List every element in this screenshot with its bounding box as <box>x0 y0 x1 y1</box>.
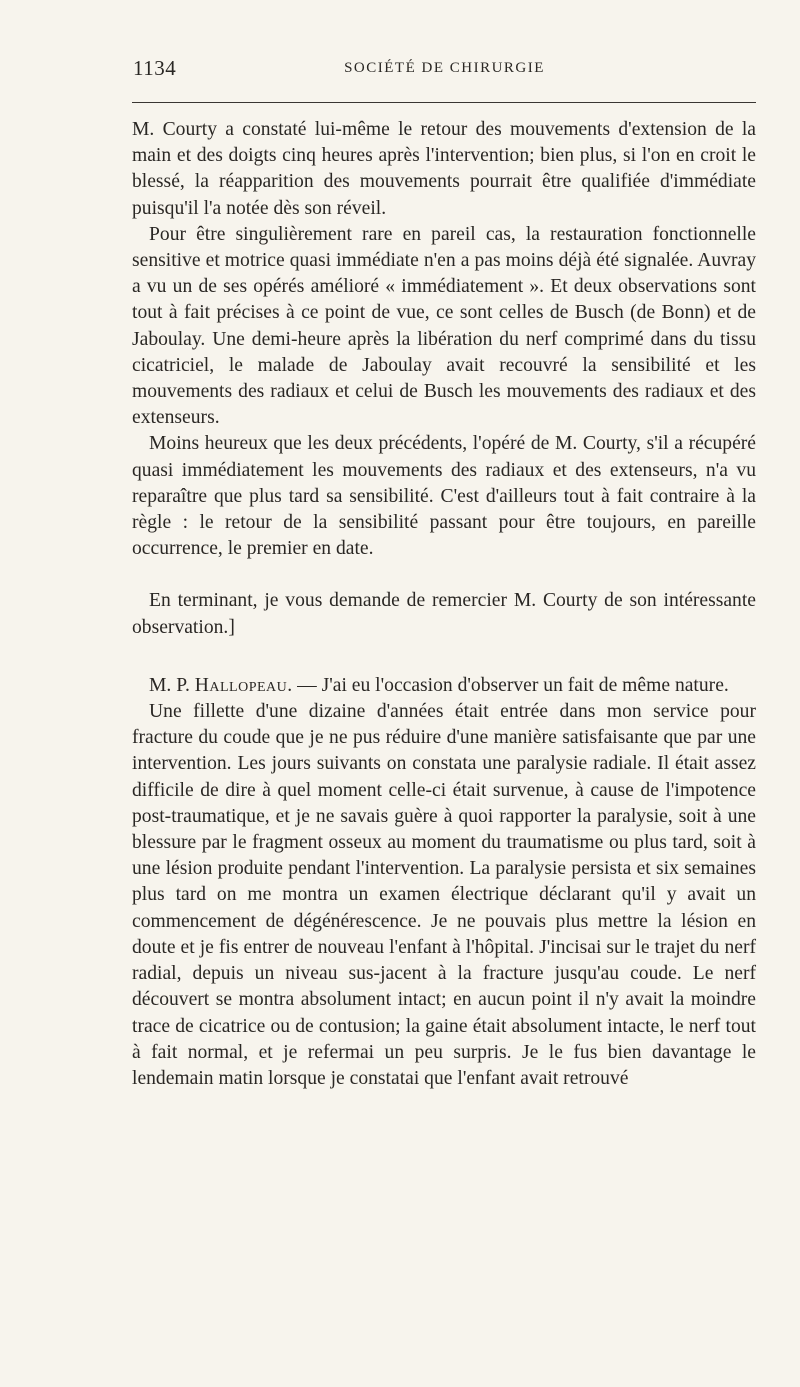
speaker-name: Hallopeau <box>194 674 288 696</box>
page-header <box>133 56 756 82</box>
paragraph: Moins heureux que les deux précédents, l'opéré de M. Courty, s'il a récupéré quasi immédiatement les mouvements des radiaux et des extenseurs, n'a vu reparaître que plus tard sa sensibilité. C'est d'ailleurs tout à fait contraire à la règle : le retour de la sensibilité passant pour être toujours, en pareille occurrence, le premier en date. <box>132 433 756 560</box>
body-text <box>132 117 756 1092</box>
section-gap <box>132 562 756 588</box>
paragraph: Pour être singulièrement rare en pareil cas, la restauration fonctionnelle sensitive et motrice quasi immédiate n'en a pas moins déjà été signalée. Auvray a vu un de ses opérés amélioré « immédiatement ». Et deux observations sont tout à fait précises à ce point de vue, ce sont celles de Busch (de Bonn) et de Jaboulay. Une demi-heure après la libération du nerf comprimé dans du tissu cicatriciel, le malade de Jaboulay avait recouvré la sensibilité et les mouvements des radiaux et celui de Busch les mouvements des radiaux et des extenseurs. <box>132 223 756 429</box>
header-rule <box>132 102 756 103</box>
speaker-text: . — J'ai eu l'occasion d'observer un fait de même nature. <box>287 674 729 696</box>
page-number: 1134 <box>133 56 177 80</box>
paragraph: En terminant, je vous demande de remercier M. Courty de son intéressante observation.] <box>132 590 756 638</box>
paragraph: Une fillette d'une dizaine d'années était entrée dans mon service pour fracture du coude que je ne pus réduire d'une manière satisfaisante que par une intervention. Les jours suivants on constata une paralysie radiale. Il était assez difficile de dire à quel moment celle-ci était survenue, à cause de l'impotence post-traumatique, et je ne savais guère à quoi rapporter la paralysie, soit à une blessure par le fragment osseux au moment du traumatisme ou plus tard, soit à une lésion produite pendant l'intervention. La paralysie persista et six semaines plus tard on me montra un examen électrique déclarant qu'il y avait un commencement de dégénérescence. Je ne pouvais plus mettre la lésion en doute et je fis entrer de nouveau l'enfant à l'hôpital. J'incisai sur le trajet du nerf radial, depuis un niveau sus-jacent à la fracture jusqu'au coude. Le nerf découvert se montra absolument intact; en aucun point il n'y avait la moindre trace de cicatrice ou de contusion; la gaine était absolument intacte, le nerf tout à fait normal, et je refermai un peu surpris. Je le fus bien davantage le lendemain matin lorsque je constatai que l'enfant avait retrouvé <box>132 701 756 1089</box>
section-gap <box>132 641 756 673</box>
running-title: SOCIÉTÉ DE CHIRURGIE <box>344 60 545 76</box>
speaker-prefix: M. P. <box>149 674 195 696</box>
speaker-paragraph <box>132 673 756 699</box>
paragraph: M. Courty a constaté lui-même le retour des mouvements d'extension de la main et des doigts cinq heures après l'intervention; bien plus, si l'on en croit le blessé, la réapparition des mouvements pourrait être qualifiée d'immédiate puisqu'il l'a notée dès son réveil. <box>132 119 756 219</box>
